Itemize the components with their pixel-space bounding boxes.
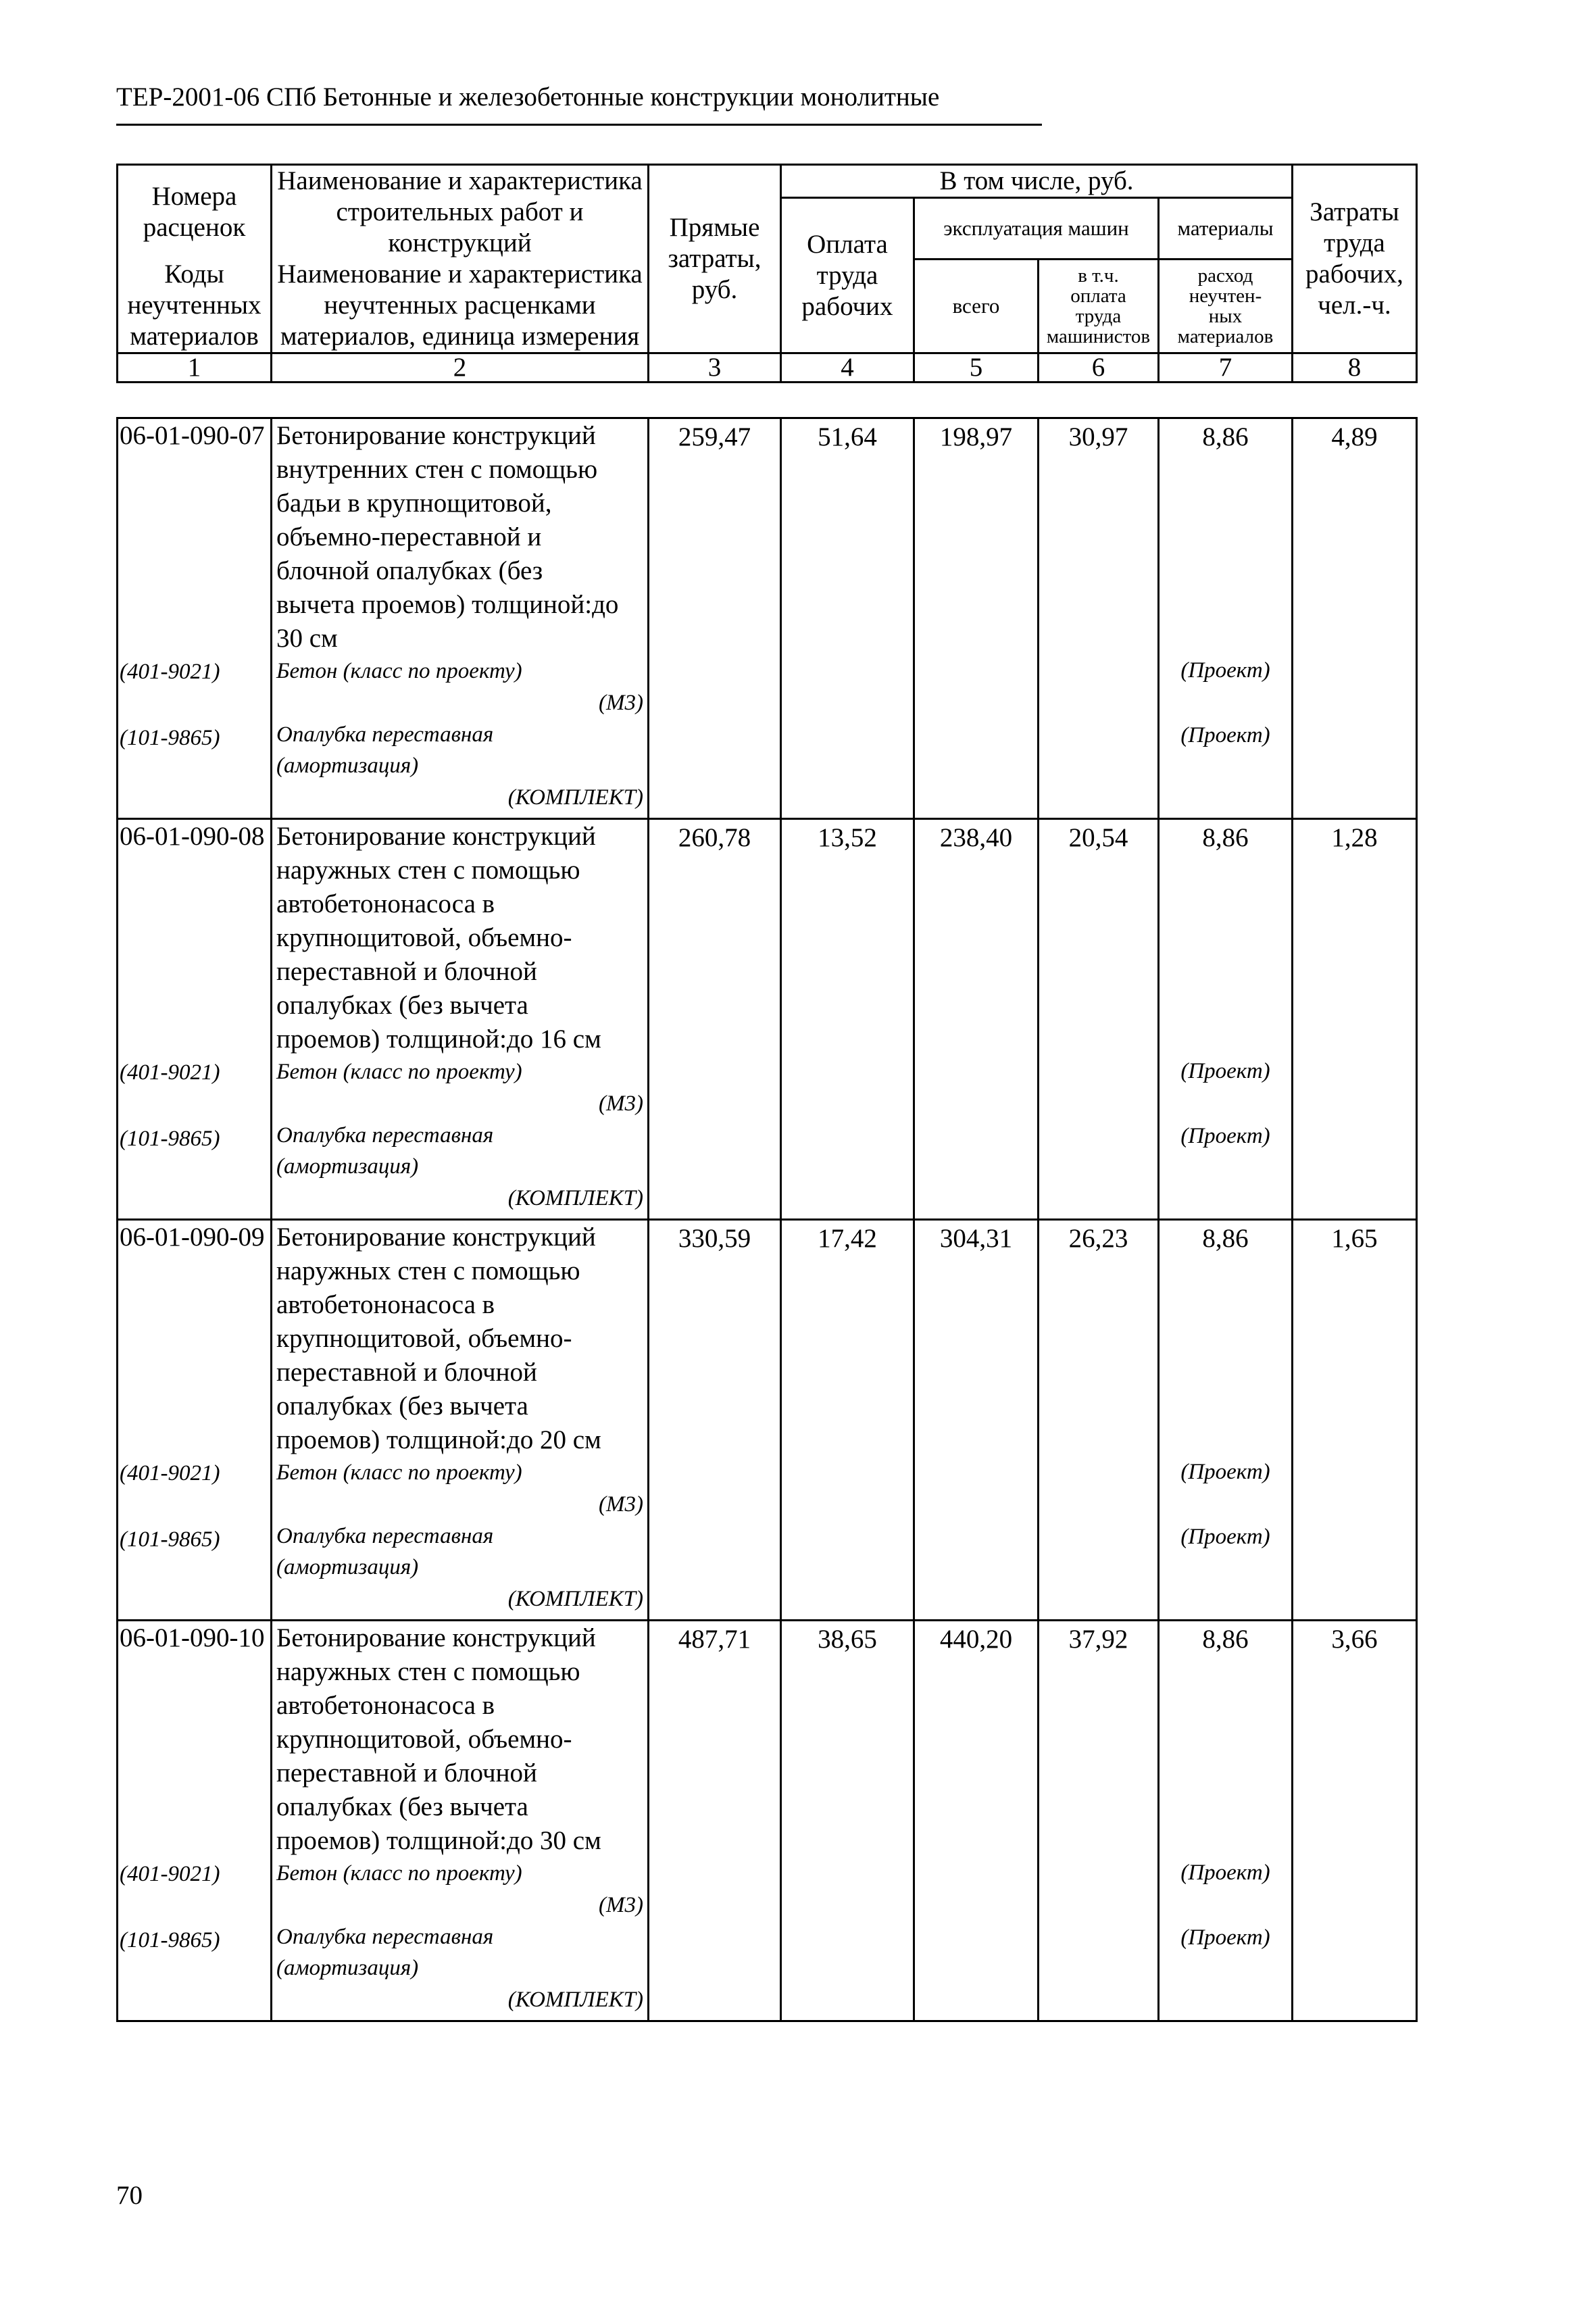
labor-pay: 38,65 [781,1621,914,2021]
description-line: крупнощитовой, объемно- [276,1324,572,1353]
description-line: проемов) толщиной:до 20 см [276,1425,601,1454]
rate-description-cell [272,418,649,819]
description-line: опалубках (без вычета [276,1792,528,1821]
material-name: (амортизация) [276,1154,419,1179]
spacer [1159,1087,1291,1120]
description-line: опалубках (без вычета [276,1392,528,1421]
spacer [120,854,270,1056]
description-line: проемов) толщиной:до 30 см [276,1826,601,1855]
materials-value: 8,86 [1202,823,1249,852]
header-number-5: 5 [914,353,1039,383]
header-col3: Прямые затраты, руб. [649,165,781,353]
materials-value: 8,86 [1202,1224,1249,1253]
description-line: наружных стен с помощью [276,856,580,885]
material-code: (401-9021) [120,1862,220,1886]
material-name: (амортизация) [276,1555,419,1579]
description-line: переставной и блочной [276,957,537,986]
header-number-7: 7 [1159,353,1293,383]
table-row [118,1621,1417,2021]
material-code: (101-9865) [120,1527,220,1552]
material-code: (101-9865) [120,726,220,750]
labor-hours: 1,65 [1293,1220,1417,1621]
material-unit: (М3) [599,1893,643,1917]
header-col1-bottom: Коды неучтенных материалов [118,259,272,353]
material-name: Опалубка переставная [276,722,494,747]
spacer [120,1892,270,1924]
header-number-8: 8 [1293,353,1417,383]
material-code: (401-9021) [120,1060,220,1085]
spacer [1159,855,1291,1055]
material-name: Опалубка переставная [276,1925,494,1949]
material-code: (401-9021) [120,1461,220,1485]
material-name: Опалубка переставная [276,1524,494,1548]
page-number: 70 [116,2181,143,2210]
labor-pay: 51,64 [781,418,914,819]
material-name: Бетон (класс по проекту) [276,659,522,683]
description-line: вычета проемов) толщиной:до [276,590,619,619]
header-col1-top: Номера расценок [118,165,272,260]
rate-description-cell [272,819,649,1220]
material-name: Бетон (класс по проекту) [276,1460,522,1485]
materials-value: 8,86 [1202,1625,1249,1654]
header-col5: всего [914,259,1039,353]
description-line: 30 см [276,624,338,653]
machinists-pay: 30,97 [1039,418,1159,819]
header-rule [116,124,1042,126]
description-line: Бетонирование конструкций [276,1623,596,1652]
spacer [1159,1656,1291,1856]
header-col4: Оплата труда рабочих [781,198,914,353]
header-number-1: 1 [118,353,272,383]
header-col2-top: Наименование и характеристика строительных работ и конструкций [272,165,649,260]
labor-hours: 4,89 [1293,418,1417,819]
header-group-label: В том числе, руб. [781,165,1293,198]
header-machines-label: эксплуатация машин [914,198,1159,260]
rate-description-cell [272,1621,649,2021]
header-number-4: 4 [781,353,914,383]
rate-code-cell [118,819,272,1220]
machinists-pay: 37,92 [1039,1621,1159,2021]
description-line: Бетонирование конструкций [276,421,596,450]
spacer [1159,1889,1291,1921]
material-value: (Проект) [1180,658,1270,683]
spacer [120,1254,270,1457]
machines-total: 440,20 [914,1621,1039,2021]
material-unit: (КОМПЛЕКТ) [507,785,643,810]
materials-cell [1159,1621,1293,2021]
material-code: (101-9865) [120,1928,220,1952]
materials-cell [1159,819,1293,1220]
header-number-2: 2 [272,353,649,383]
material-unit: (КОМПЛЕКТ) [507,1186,643,1210]
spacer [120,1655,270,1858]
description-line: автобетононасоса в [276,1691,495,1720]
description-line: объемно-переставной и [276,522,542,551]
rate-code-cell [118,418,272,819]
rate-code: 06-01-090-09 [120,1223,265,1252]
header-materials-label: материалы [1159,198,1293,260]
material-value: (Проект) [1180,1059,1270,1083]
machines-total: 198,97 [914,418,1039,819]
material-code: (401-9021) [120,660,220,684]
labor-pay: 13,52 [781,819,914,1220]
rate-code: 06-01-090-10 [120,1623,265,1652]
material-name: Бетон (класс по проекту) [276,1060,522,1084]
description-line: наружных стен с помощью [276,1256,580,1285]
header-number-3: 3 [649,353,781,383]
spacer [120,453,270,656]
spacer [1159,1488,1291,1521]
page-header-title: ТЕР-2001-06 СПб Бетонные и железобетонные конструкции монолитные [116,82,940,112]
rates-table [116,417,1418,2022]
header-col2-bottom: Наименование и характеристика неучтенных расценками материалов, единица измерения [272,259,649,353]
material-unit: (КОМПЛЕКТ) [507,1587,643,1611]
description-line: бадьи в крупнощитовой, [276,489,552,518]
table-row [118,418,1417,819]
material-unit: (М3) [599,691,643,715]
description-line: Бетонирование конструкций [276,1223,596,1252]
rate-code-cell [118,1621,272,2021]
labor-hours: 3,66 [1293,1621,1417,2021]
spacer [120,1090,270,1123]
spacer [1159,1256,1291,1456]
header-number-6: 6 [1039,353,1159,383]
description-line: блочной опалубках (без [276,556,543,585]
material-name: Бетон (класс по проекту) [276,1861,522,1886]
machinists-pay: 20,54 [1039,819,1159,1220]
rate-code: 06-01-090-07 [120,421,265,450]
header-col6: в т.ч. оплата труда машинистов [1039,259,1159,353]
material-value: (Проект) [1180,1525,1270,1549]
rate-code-cell [118,1220,272,1621]
material-name: (амортизация) [276,1956,419,1980]
materials-cell [1159,418,1293,819]
description-line: Бетонирование конструкций [276,822,596,851]
header-col7: расход неучтен- ных материалов [1159,259,1293,353]
material-unit: (М3) [599,1492,643,1517]
description-line: крупнощитовой, объемно- [276,1725,572,1754]
material-name: Опалубка переставная [276,1123,494,1148]
spacer [1159,454,1291,654]
spacer [120,689,270,722]
description-line: проемов) толщиной:до 16 см [276,1025,601,1054]
direct-cost: 259,47 [649,418,781,819]
material-value: (Проект) [1180,1460,1270,1484]
machines-total: 238,40 [914,819,1039,1220]
description-line: внутренних стен с помощью [276,455,598,484]
table-row [118,819,1417,1220]
spacer [120,1491,270,1523]
material-value: (Проект) [1180,1861,1270,1885]
direct-cost: 260,78 [649,819,781,1220]
machinists-pay: 26,23 [1039,1220,1159,1621]
table-header [116,164,1418,383]
materials-cell [1159,1220,1293,1621]
description-line: переставной и блочной [276,1358,537,1387]
material-unit: (М3) [599,1091,643,1116]
description-line: переставной и блочной [276,1758,537,1788]
description-line: автобетононасоса в [276,1290,495,1319]
direct-cost: 330,59 [649,1220,781,1621]
material-code: (101-9865) [120,1127,220,1151]
spacer [1159,687,1291,719]
materials-value: 8,86 [1202,422,1249,451]
labor-pay: 17,42 [781,1220,914,1621]
header-col8: Затраты труда рабочих, чел.-ч. [1293,165,1417,353]
direct-cost: 487,71 [649,1621,781,2021]
description-line: опалубках (без вычета [276,991,528,1020]
material-value: (Проект) [1180,1925,1270,1950]
labor-hours: 1,28 [1293,819,1417,1220]
rate-code: 06-01-090-08 [120,822,265,851]
machines-total: 304,31 [914,1220,1039,1621]
material-unit: (КОМПЛЕКТ) [507,1988,643,2012]
material-name: (амортизация) [276,754,419,778]
description-line: крупнощитовой, объемно- [276,923,572,952]
description-line: автобетононасоса в [276,889,495,918]
rate-description-cell [272,1220,649,1621]
material-value: (Проект) [1180,1124,1270,1148]
table-row [118,1220,1417,1621]
material-value: (Проект) [1180,723,1270,747]
description-line: наружных стен с помощью [276,1657,580,1686]
